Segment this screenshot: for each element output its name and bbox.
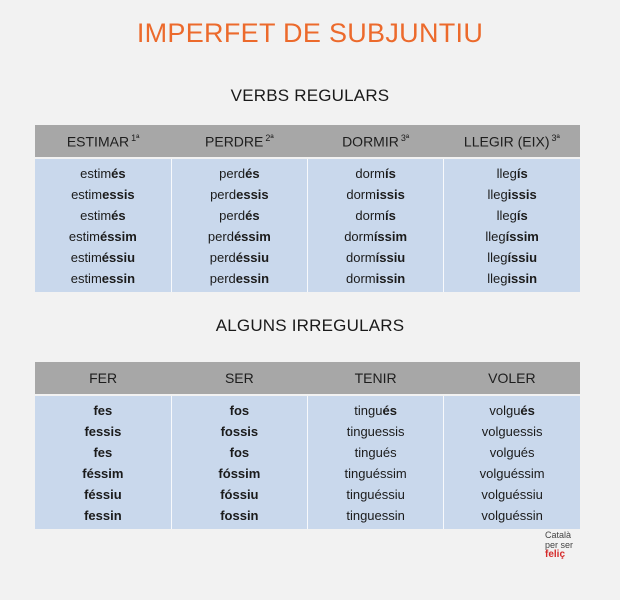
table-row xyxy=(35,205,580,226)
conjugation-cell xyxy=(444,484,580,505)
conjugation-cell xyxy=(35,463,171,484)
ending: fes xyxy=(93,403,113,418)
conjugation-cell xyxy=(171,484,307,505)
ending: essin xyxy=(235,271,270,286)
conjugation-cell xyxy=(35,395,171,421)
stem: lleg xyxy=(487,271,508,286)
stem: tinguéssim xyxy=(344,466,407,481)
catala-per-ser-felic-logo: Català per ser feliç xyxy=(545,530,574,560)
table-row xyxy=(35,226,580,247)
stem: estim xyxy=(70,250,102,265)
ending: fessin xyxy=(84,508,122,523)
stem: dorm xyxy=(355,166,386,181)
conjugation-cell xyxy=(171,421,307,442)
ending: ís xyxy=(385,166,396,181)
table-row xyxy=(35,184,580,205)
column-header: LLEGIR (EIX) $^{3ª}$ xyxy=(444,125,580,158)
conjugation-cell xyxy=(444,421,580,442)
stem: volgués xyxy=(489,445,535,460)
irregular-verbs-body xyxy=(35,395,580,529)
ending: fos xyxy=(229,445,250,460)
ending: fossin xyxy=(220,508,259,523)
conjugation-cell xyxy=(171,158,307,184)
table-row xyxy=(35,505,580,529)
conjugation-cell xyxy=(171,205,307,226)
conjugation-cell xyxy=(35,226,171,247)
ending: issin xyxy=(375,271,406,286)
table-row xyxy=(35,268,580,292)
stem: perd xyxy=(209,271,236,286)
conjugation-cell xyxy=(35,505,171,529)
stem: tingu xyxy=(354,403,383,418)
stem: estim xyxy=(80,208,112,223)
conjugation-cell xyxy=(308,158,444,184)
conjugation-cell xyxy=(35,421,171,442)
conjugation-cell xyxy=(444,395,580,421)
ending: essis xyxy=(102,187,135,202)
stem: volguéssin xyxy=(481,508,543,523)
conjugation-cell xyxy=(444,442,580,463)
ending: fóssiu xyxy=(220,487,259,502)
column-header: PERDRE $^{2ª}$ xyxy=(171,125,307,158)
stem: tinguessis xyxy=(346,424,405,439)
column-header: ESTIMAR $^{1ª}$ xyxy=(35,125,171,158)
ending: és xyxy=(382,403,397,418)
conjugation-cell xyxy=(308,463,444,484)
regular-verbs-table xyxy=(35,125,580,292)
conjugation-cell xyxy=(171,226,307,247)
ending: éssim xyxy=(99,229,137,244)
stem: volgu xyxy=(489,403,521,418)
page-title: IMPERFET DE SUBJUNTIU xyxy=(136,18,484,48)
conjugation-cell xyxy=(171,442,307,463)
stem: lleg xyxy=(496,208,517,223)
stem: lleg xyxy=(485,229,506,244)
stem: estim xyxy=(70,271,102,286)
stem: estim xyxy=(80,166,112,181)
ending: fos xyxy=(229,403,250,418)
ending: ís xyxy=(516,208,528,223)
ending: íssiu xyxy=(375,250,406,265)
conjugation-cell xyxy=(444,205,580,226)
ending: éssiu xyxy=(101,250,136,265)
conjugation-cell xyxy=(308,226,444,247)
conjugation-cell xyxy=(171,268,307,292)
column-header: TENIR xyxy=(308,362,444,395)
ending: és xyxy=(111,208,126,223)
ending: essin xyxy=(101,271,136,286)
irregular-header-row xyxy=(35,362,580,395)
conjugation-cell xyxy=(308,421,444,442)
conjugation-cell xyxy=(171,463,307,484)
ending: fes xyxy=(93,445,113,460)
conjugation-cell xyxy=(444,158,580,184)
stem: tingués xyxy=(354,445,397,460)
stem: dorm xyxy=(346,250,376,265)
ending: íssiu xyxy=(507,250,538,265)
stem: dorm xyxy=(355,208,386,223)
conjugation-cell xyxy=(308,247,444,268)
ending: féssiu xyxy=(84,487,122,502)
conjugation-cell xyxy=(35,268,171,292)
conjugation-cell xyxy=(171,505,307,529)
ending: ís xyxy=(385,208,396,223)
ending: és xyxy=(520,403,535,418)
ending: és xyxy=(245,166,260,181)
stem: perd xyxy=(219,208,246,223)
table-row xyxy=(35,158,580,184)
ending: issin xyxy=(507,271,538,286)
conjugation-cell xyxy=(171,247,307,268)
ending: fessis xyxy=(84,424,122,439)
conjugation-cell xyxy=(35,442,171,463)
conjugation-cell xyxy=(171,184,307,205)
stem: estim xyxy=(68,229,100,244)
conjugation-cell xyxy=(35,205,171,226)
column-header: SER xyxy=(171,362,307,395)
ending: éssim xyxy=(233,229,271,244)
conjugation-cell xyxy=(444,226,580,247)
stem: volguessis xyxy=(481,424,543,439)
stem: lleg xyxy=(487,250,508,265)
conjugation-cell xyxy=(444,184,580,205)
conjugation-cell xyxy=(35,184,171,205)
column-header: FER xyxy=(35,362,171,395)
ending: essis xyxy=(236,187,269,202)
table-row xyxy=(35,247,580,268)
conjugation-cell xyxy=(308,484,444,505)
conjugation-cell xyxy=(308,184,444,205)
stem: tinguessin xyxy=(346,508,405,523)
stem: lleg xyxy=(487,187,508,202)
conjugation-cell xyxy=(308,205,444,226)
table-row xyxy=(35,442,580,463)
table-row xyxy=(35,421,580,442)
conjugation-cell xyxy=(35,247,171,268)
stem: volguéssiu xyxy=(481,487,543,502)
ending: fossis xyxy=(220,424,259,439)
conjugation-cell xyxy=(308,442,444,463)
table-row xyxy=(35,463,580,484)
ending: íssim xyxy=(505,229,539,244)
irregular-verbs-heading: ALGUNS IRREGULARS xyxy=(215,316,405,335)
stem: dorm xyxy=(346,187,376,202)
conjugation-cell xyxy=(308,505,444,529)
stem: tinguéssiu xyxy=(346,487,405,502)
ending: féssim xyxy=(82,466,124,481)
stem: estim xyxy=(71,187,103,202)
column-header: DORMIR $^{3ª}$ xyxy=(308,125,444,158)
conjugation-cell xyxy=(35,158,171,184)
column-header: VOLER xyxy=(444,362,580,395)
regular-verbs-body xyxy=(35,158,580,292)
ending: és xyxy=(245,208,260,223)
stem: lleg xyxy=(496,166,517,181)
table-row xyxy=(35,395,580,421)
stem: perd xyxy=(209,250,236,265)
conjugation-cell xyxy=(444,268,580,292)
conjugation-cell xyxy=(444,247,580,268)
stem: volguéssim xyxy=(479,466,545,481)
conjugation-cell xyxy=(444,463,580,484)
regular-verbs-heading: VERBS REGULARS xyxy=(230,86,390,105)
conjugation-cell xyxy=(308,268,444,292)
conjugation-cell xyxy=(444,505,580,529)
stem: perd xyxy=(207,229,234,244)
stem: dorm xyxy=(344,229,374,244)
conjugation-cell xyxy=(35,484,171,505)
irregular-verbs-table xyxy=(35,362,580,529)
stem: perd xyxy=(210,187,237,202)
conjugation-cell xyxy=(308,395,444,421)
ending: fóssim xyxy=(218,466,261,481)
stem: dorm xyxy=(346,271,376,286)
ending: issis xyxy=(507,187,537,202)
ending: ís xyxy=(516,166,528,181)
ending: és xyxy=(111,166,126,181)
stem: perd xyxy=(219,166,246,181)
ending: issis xyxy=(375,187,405,202)
conjugation-cell xyxy=(171,395,307,421)
regular-header-row xyxy=(35,125,580,158)
table-row xyxy=(35,484,580,505)
ending: íssim xyxy=(373,229,408,244)
ending: éssiu xyxy=(235,250,270,265)
